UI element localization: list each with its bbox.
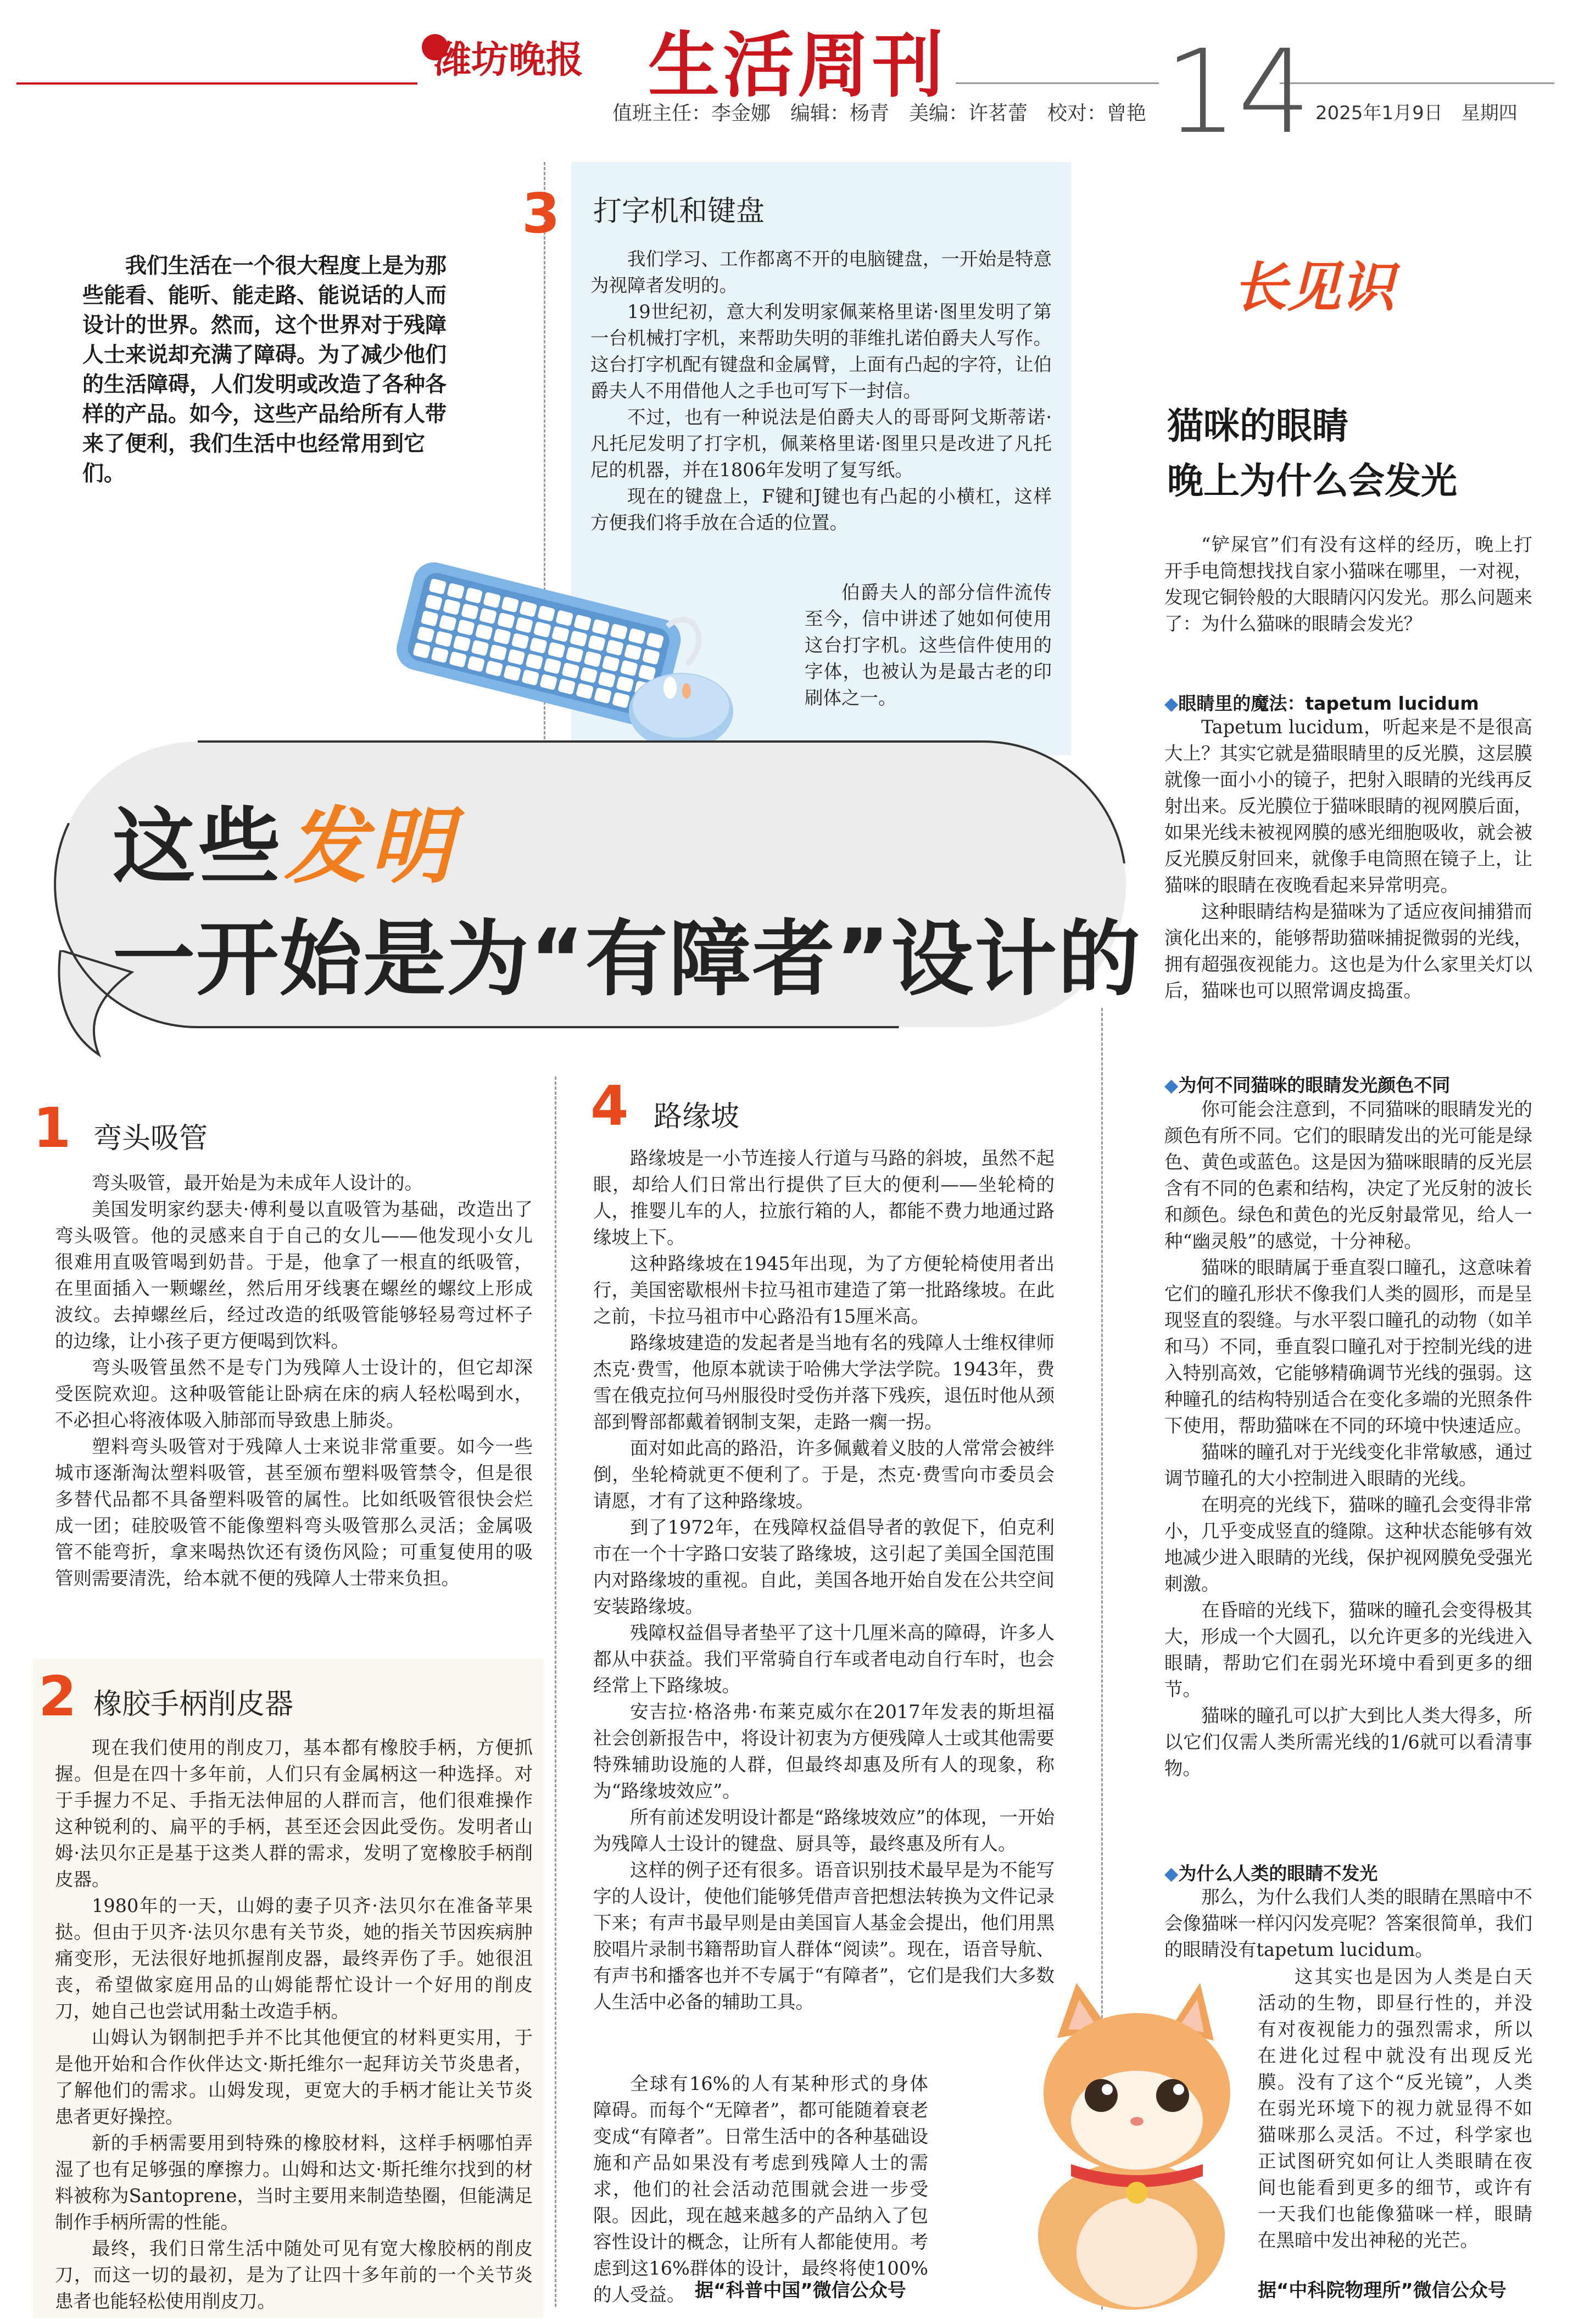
newspaper-name: 潍坊晚报 (434, 38, 584, 82)
header-rule-far-right (1280, 82, 1554, 84)
section-2-number: 2 (38, 1664, 77, 1729)
right-article-title-1: 猫咪的眼睛 (1167, 405, 1348, 447)
diamond-bullet-icon: ◆ (1164, 1863, 1179, 1884)
section-4-source: 据“科普中国”微信公众号 (695, 2280, 906, 2301)
subsection-heading-2 (1164, 1071, 1450, 1097)
paragraph: 19世纪初，意大利发明家佩莱格里诺·图里发明了第一台机械打字机，来帮助失明的菲维扎诺伯爵夫人写作。这台打字机配有键盘和金属臂，上面有凸起的字符，让伯爵夫人不用借他人之手也可写下一封信。 (590, 301, 1052, 402)
paragraph: 猫咪的瞳孔可以扩大到比人类大得多，所以它们仅需人类所需光线的1/6就可以看清事物。 (1164, 1705, 1532, 1779)
section-4-number: 4 (590, 1074, 629, 1138)
section-3-number: 3 (522, 181, 560, 246)
headline-line-1 (113, 780, 455, 899)
subsection-heading-text: 为何不同猫咪的眼睛发光颜色不同 (1178, 1074, 1451, 1096)
section-2-body (55, 1735, 533, 2315)
paragraph: 不过，也有一种说法是伯爵夫人的哥哥阿戈斯蒂诺·凡托尼发明了打字机，佩莱格里诺·图里只是改进了凡托尼的机器，并在1806年发明了复写纸。 (590, 406, 1052, 481)
paragraph: 这样的例子还有很多。语音识别技术最早是为不能写字的人设计，使他们能够凭借声音把想法转换为文件记录下来；有声书最早则是由美国盲人基金会提出，他们用黑胶唱片录制书籍帮助盲人群体“阅读”。现在，语音导航、有声书和播客也并不专属于“有障者”，它们是我们大多数人生活中必备的辅助工具。 (593, 1859, 1055, 2013)
diamond-bullet-icon: ◆ (1164, 693, 1179, 714)
paragraph: 现在的键盘上，F键和J键也有凸起的小横杠，这样方便我们将手放在合适的位置。 (590, 486, 1052, 533)
paragraph: 这其实也是因为人类是白天活动的生物，即昼行性的，并没有对夜视能力的强烈需求，所以在进化过程中就没有出现反光膜。没有了这个“反光镜”，人类在弱光环境下的视力就显得不如猫咪那么灵活。不过，科学家也正试图研究如何让人类眼睛在夜间也能看到更多的细节，或许有一天我们也能像猫咪一样，眼睛在黑暗中发出神秘的光芒。 (1258, 1966, 1532, 2251)
section-1-number: 1 (33, 1096, 71, 1160)
section-3-body-tail (805, 579, 1052, 711)
dashed-divider (555, 1077, 556, 2307)
paragraph: 那么，为什么我们人类的眼睛在黑暗中不会像猫咪一样闪闪发亮呢？答案很简单，我们的眼睛没有tapetum lucidum。 (1164, 1886, 1532, 1960)
subsection-heading-text: 为什么人类的眼睛不发光 (1178, 1863, 1378, 1884)
paragraph: 塑料弯头吸管对于残障人士来说非常重要。如今一些城市逐渐淘汰塑料吸管，甚至颁布塑料吸管禁令，但是很多替代品都不具备塑料吸管的属性。比如纸吸管很快会烂成一团；硅胶吸管不能像塑料弯头吸管那么灵活；金属吸管不能弯折，拿来喝热饮还有烫伤风险；可重复使用的吸管则需要清洗，给本就不便的残障人士带来负担。 (55, 1436, 533, 1589)
column-tag: 长见识 (1233, 257, 1395, 319)
paragraph: 在昏暗的光线下，猫咪的瞳孔会变得极其大，形成一个大圆孔，以允许更多的光线进入眼睛，帮助它们在弱光环境中看到更多的细节。 (1164, 1600, 1532, 1700)
paragraph: 这种眼睛结构是猫咪为了适应夜间捕猎而演化出来的，能够帮助猫咪捕捉微弱的光线，拥有超强夜视能力。这也是为什么家里关灯以后，猫咪也可以照常调皮捣蛋。 (1164, 901, 1532, 1001)
paragraph: 这种路缘坡在1945年出现，为了方便轮椅使用者出行，美国密歇根州卡拉马祖市建造了第一批路缘坡。在此之前，卡拉马祖市中心路沿有15厘米高。 (593, 1253, 1055, 1327)
right-article-source: 据“中科院物理所”微信公众号 (1258, 2280, 1507, 2301)
paragraph: 猫咪的瞳孔对于光线变化非常敏感，通过调节瞳孔的大小控制进入眼睛的光线。 (1164, 1441, 1532, 1489)
section-3-title: 打字机和键盘 (593, 195, 765, 228)
headline-prefix: 这些 (113, 799, 285, 895)
paragraph: 弯头吸管，最开始是为未成年人设计的。 (92, 1172, 423, 1194)
paragraph: Tapetum lucidum，听起来是不是很高大上？其实它就是猫眼睛里的反光膜，这层膜就像一面小小的镜子，把射入眼睛的光线再反射出来。反光膜位于猫咪眼睛的视网膜后面，如果光线未被视网膜的感光细胞吸收，就会被反光膜反射回来，就像手电筒照在镜子上，让猫咪的眼睛在夜晚看起来异常明亮。 (1164, 716, 1532, 896)
right-article-title-2: 晚上为什么会发光 (1167, 460, 1457, 502)
right-intro (1164, 532, 1532, 637)
header-rule-right (956, 82, 1159, 84)
paragraph: 伯爵夫人的部分信件流传至今，信中讲述了她如何使用这台打字机。这些信件使用的字体，也被认为是最古老的印刷体之一。 (805, 582, 1052, 709)
subsection-1-body (1164, 714, 1532, 1004)
headline-highlight: 发明 (284, 799, 456, 895)
page-number: 14 (1164, 25, 1312, 159)
section-3-body (590, 246, 1052, 536)
paragraph: 美国发明家约瑟夫·傅利曼以直吸管为基础，改造出了弯头吸管。他的灵感来自于自己的女儿——他发现小女儿很难用直吸管喝到奶昔。于是，他拿了一根直的纸吸管，在里面插入一颗螺丝，然后用牙线裹在螺丝的螺纹上形成波纹。去掉螺丝后，经过改造的纸吸管能够轻易弯过杯子的边缘，让小孩子更方便喝到饮料。 (55, 1199, 533, 1352)
issue-date: 2025年1月9日 星期四 (1315, 102, 1518, 124)
subsection-heading-1 (1164, 689, 1479, 715)
paragraph: 残障权益倡导者垫平了这十几厘米高的障碍，许多人都从中获益。我们平常骑自行车或者电动自行车时，也会经常上下路缘坡。 (593, 1622, 1055, 1696)
subsection-3-body-tail (1258, 1964, 1532, 2254)
paragraph: 安吉拉·格洛弗·布莱克威尔在2017年发表的斯坦福社会创新报告中，将设计初衷为方便残障人士或其他需要特殊辅助设施的人群，但最终却惠及所有人的现象，称为“路缘坡效应”。 (593, 1701, 1055, 1802)
section-2-title: 橡胶手柄削皮器 (93, 1688, 294, 1721)
headline-line-2: 一开始是为“有障者”设计的 (113, 912, 1142, 1007)
section-1-body (55, 1170, 533, 1592)
paragraph: 现在我们使用的削皮刀，基本都有橡胶手柄，方便抓握。但是在四十多年前，人们只有金属柄这一种选择。对于手握力不足、手指无法伸屈的人群而言，他们很难操作这种锐利的、扁平的手柄，甚至还会因此受伤。发明者山姆·法贝尔正是基于这类人群的需求，发明了宽橡胶手柄削皮器。 (55, 1737, 533, 1890)
paragraph: 全球有16%的人有某种形式的身体障碍。而每个“无障者”，都可能随着衰老变成“有障者”。日常生活中的各种基础设施和产品如果没有考虑到残障人士的需求，他们的社会活动范围就会进一步受限。因此，现在越来越多的产品纳入了包容性设计的概念，让所有人都能使用。考虑到这16%群体的设计，最终将使100%的人受益。 (593, 2073, 928, 2305)
subsection-heading-text: 眼睛里的魔法：tapetum lucidum (1178, 693, 1479, 714)
section-1-title: 弯头吸管 (93, 1122, 208, 1155)
paragraph: 面对如此高的路沿，许多佩戴着义肢的人常常会被绊倒，坐轮椅就更不便利了。于是，杰克·费雪向市委员会请愿，才有了这种路缘坡。 (593, 1437, 1055, 1512)
paragraph: 新的手柄需要用到特殊的橡胶材料，这样手柄哪怕弄湿了也有足够强的摩擦力。山姆和达文·斯托维尔找到的材料被称为Santoprene，当时主要用来制造垫圈，但能满足制作手柄所需的性能。 (55, 2132, 533, 2233)
paragraph: 最终，我们日常生活中随处可见有宽大橡胶柄的削皮刀，而这一切的最初，是为了让四十多年前的一个关节炎患者也能轻松使用削皮刀。 (55, 2238, 533, 2312)
paragraph: 路缘坡建造的发起者是当地有名的残障人士维权律师杰克·费雪，他原本就读于哈佛大学法学院。1943年，费雪在俄克拉何马州服役时受伤并落下残疾，退伍时他从颈部到臀部都戴着钢制支架，走路一瘸一拐。 (593, 1332, 1055, 1433)
subsection-heading-3 (1164, 1859, 1377, 1885)
section-4-body-tail (593, 2071, 928, 2308)
paragraph: 弯头吸管虽然不是专门为残障人士设计的，但它却深受医院欢迎。这种吸管能让卧病在床的病人轻松喝到水，不必担心将液体吸入肺部而导致患上肺炎。 (55, 1357, 533, 1431)
article-intro: 我们生活在一个很大程度上是为那些能看、能听、能走路、能说话的人而设计的世界。然而，这个世界对于残障人士来说却充满了障碍。为了减少他们的生活障碍，人们发明或改造了各种各样的产品。如今，这些产品给所有人带来了便利，我们生活中也经常用到它们。 (82, 254, 447, 486)
section-4-title: 路缘坡 (654, 1100, 740, 1133)
paragraph: 所有前述发明设计都是“路缘坡效应”的体现，一开始为残障人士设计的键盘、厨具等，最终惠及所有人。 (593, 1807, 1055, 1854)
diamond-bullet-icon: ◆ (1164, 1074, 1179, 1096)
cat-illustration (1005, 1977, 1263, 2312)
paragraph: 你可能会注意到，不同猫咪的眼睛发光的颜色有所不同。它们的眼睛发出的光可能是绿色、黄色或蓝色。这是因为猫咪眼睛的反光层含有不同的色素和结构，决定了光反射的波长和颜色。绿色和黄色的光反射最常见，给人一种“幽灵般”的感觉，十分神秘。 (1164, 1099, 1532, 1252)
paragraph: 猫咪的眼睛属于垂直裂口瞳孔，这意味着它们的瞳孔形状不像我们人类的圆形，而是呈现竖直的裂缝。与水平裂口瞳孔的动物（如羊和马）不同，垂直裂口瞳孔对于控制光线的进入特别高效，它能够精确调节光线的强弱。这种瞳孔的结构特别适合在变化多端的光照条件下使用，帮助猫咪在不同的环境中快速适应。 (1164, 1257, 1532, 1436)
paragraph: 到了1972年，在残障权益倡导者的敦促下，伯克利市在一个十字路口安装了路缘坡，这引起了美国全国范围内对路缘坡的重视。自此，美国各地开始自发在公共空间安装路缘坡。 (593, 1517, 1055, 1617)
paragraph: “铲屎官”们有没有这样的经历，晚上打开手电筒想找找自家小猫咪在哪里，一对视，发现它铜铃般的大眼睛闪闪发光。那么问题来了：为什么猫咪的眼睛会发光？ (1164, 534, 1532, 634)
section-name: 生活周刊 (648, 23, 947, 107)
paragraph: 路缘坡是一小节连接人行道与马路的斜坡，虽然不起眼，却给人们日常出行提供了巨大的便利——坐轮椅的人，推婴儿车的人，拉旅行箱的人，都能不费力地通过路缘坡上下。 (593, 1147, 1055, 1248)
paragraph: 我们学习、工作都离不开的电脑键盘，一开始是特意为视障者发明的。 (590, 248, 1052, 296)
subsection-3-body (1164, 1884, 1532, 1963)
section-4-body (593, 1145, 1055, 2015)
subsection-2-body (1164, 1096, 1532, 1782)
editorial-staff: 值班主任：李金娜 编辑：杨青 美编：许茗蕾 校对：曾艳 (612, 102, 1147, 125)
header-rule-left (16, 82, 417, 85)
paragraph: 在明亮的光线下，猫咪的瞳孔会变得非常小，几乎变成竖直的缝隙。这种状态能够有效地减少进入眼睛的光线，保护视网膜免受强光刺激。 (1164, 1494, 1532, 1595)
paragraph: 山姆认为钢制把手并不比其他便宜的材料更实用，于是他开始和合作伙伴达文·斯托维尔一起拜访关节炎患者，了解他们的需求。山姆发现，更宽大的手柄才能让关节炎患者更好操控。 (55, 2027, 533, 2127)
paragraph: 1980年的一天，山姆的妻子贝齐·法贝尔在准备苹果挞。但由于贝齐·法贝尔患有关节炎，她的指关节因疾病肿痛变形，无法很好地抓握削皮器，最终弄伤了手。她很沮丧，希望做家庭用品的山姆能帮忙设计一个好用的削皮刀，她自己也尝试用黏土改造手柄。 (55, 1895, 533, 2022)
